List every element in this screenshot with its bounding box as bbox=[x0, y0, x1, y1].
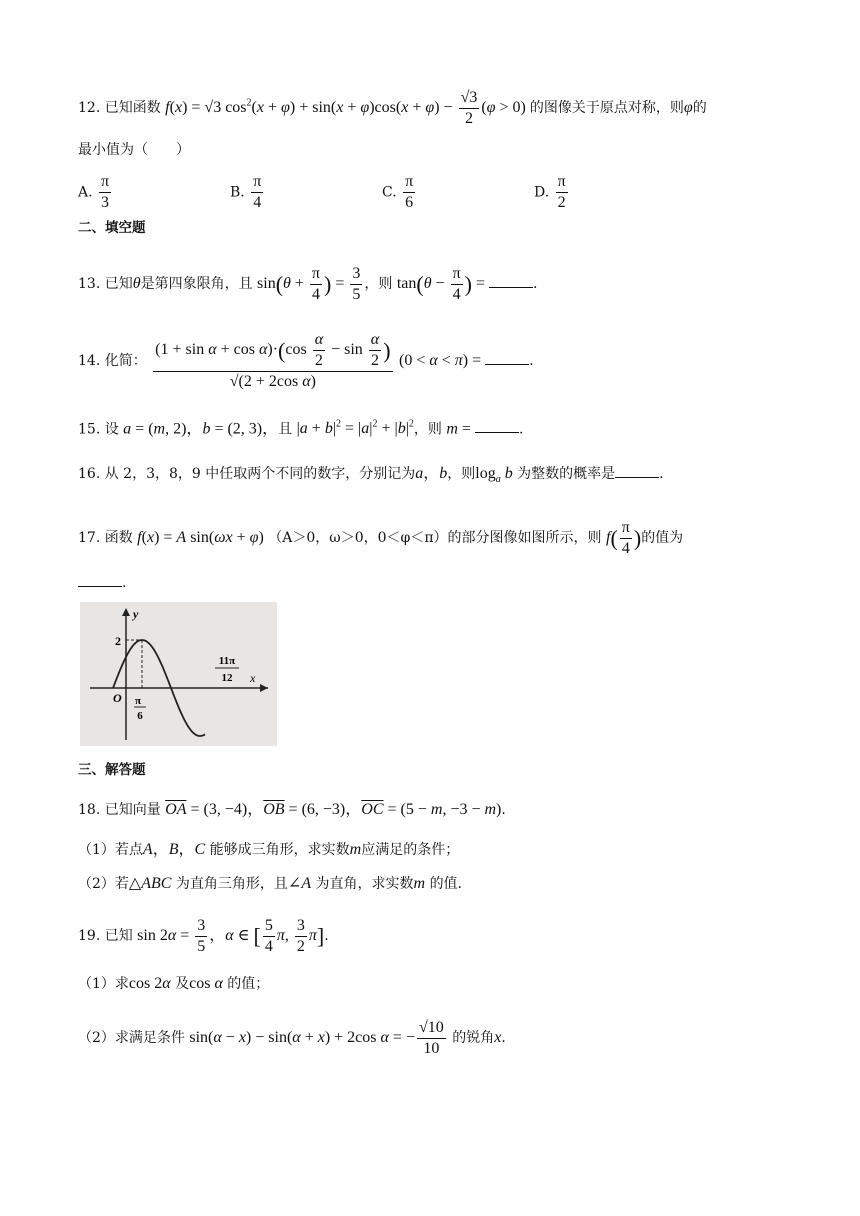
choice-c-den: 6 bbox=[405, 194, 414, 211]
q18-part1: （1）若点A，B，C 能够成三角形，求实数m应满足的条件； bbox=[78, 841, 460, 858]
choice-c-num: π bbox=[403, 172, 415, 193]
q19-number: 19. bbox=[78, 928, 101, 945]
question-16: 16. 从 2，3，8，9 中任取两个不同的数字，分别记为a，b，则$\log_a b$ 为整数的概率是 . bbox=[78, 465, 664, 486]
q17-lead: 函数 bbox=[104, 530, 133, 547]
choice-a[interactable] bbox=[78, 172, 113, 213]
pi11-den: 12 bbox=[221, 672, 233, 684]
section-3-heading: 三、解答题 bbox=[78, 762, 146, 778]
q12-number: 12. bbox=[78, 100, 101, 117]
choice-c[interactable] bbox=[382, 172, 417, 213]
q17-answer-blank[interactable] bbox=[78, 574, 122, 587]
q13-formula-2: tan(θ − $\frac{\pi}{4}$ ) = bbox=[396, 265, 490, 303]
q16-number: 16. bbox=[78, 466, 101, 482]
q12-formula: f(x) = √3 $\cos^2(x + \varphi) + \sin(x + \varphi)\cos(x + \varphi)$ − $\frac{√3}{2}$ (φ > 0) bbox=[165, 89, 530, 127]
q18-p2b: 为直角三角形，且 bbox=[175, 876, 288, 892]
choice-d[interactable] bbox=[534, 172, 570, 213]
q19-p2b: 的锐角 bbox=[452, 1030, 495, 1047]
q18-p2: （2）若 bbox=[78, 876, 129, 892]
choice-b-num: π bbox=[251, 172, 263, 193]
question-15: 15. 设 a = (m, 2)，b = (2, 3)，且 $|a + b|^2 = |a|^2 + |b|^2$，则 m = . bbox=[78, 419, 524, 438]
pi6-num: π bbox=[134, 695, 142, 707]
q18-p1: （1）若点 bbox=[78, 842, 143, 858]
q13-formula-1: sin(θ + $\frac{\pi}{4}$ ) = $\frac{3}{5}$ bbox=[257, 265, 361, 303]
q16-text3: 为整数的概率是 bbox=[517, 466, 616, 482]
q18-part2: （2）若△ABC 为直角三角形，且∠A 为直角，求实数m 的值. bbox=[78, 875, 463, 892]
q12-trail2: 的 bbox=[692, 100, 707, 117]
y-axis-arrow bbox=[122, 608, 130, 616]
q19-p1c: 的值； bbox=[227, 976, 270, 992]
choice-d-den: 2 bbox=[557, 194, 566, 211]
choice-b-den: 4 bbox=[253, 194, 262, 211]
choice-a-num: π bbox=[99, 172, 111, 193]
q14-answer-blank[interactable] bbox=[485, 352, 529, 365]
q17-number: 17. bbox=[78, 530, 101, 547]
q18-lead: 已知向量 bbox=[104, 802, 161, 818]
q19-formula: sin 2α = $\frac{3}{5}$ ，α ∈ [ $\frac{5}{4}$ π, $\frac{3}{2}$ π] bbox=[137, 917, 325, 955]
q14-number: 14. bbox=[78, 353, 101, 369]
choice-b[interactable] bbox=[230, 172, 265, 213]
choice-a-den: 3 bbox=[101, 194, 110, 211]
q13-lead: 已知 bbox=[104, 276, 133, 293]
section-2-heading: 二、填空题 bbox=[78, 220, 146, 236]
q12-lead: 已知函数 bbox=[104, 100, 161, 117]
choice-c-label: C. bbox=[382, 184, 397, 201]
q18-p2d: 的值. bbox=[429, 876, 463, 892]
choice-a-label: A. bbox=[78, 184, 93, 201]
question-13: 13. 已知θ是第四象限角，且 sin(θ + $\frac{\pi}{4}$ ) = $\frac{3}{5}$ ，则 tan(θ − $\frac{\pi}{4}$ ) = . bbox=[78, 265, 538, 303]
q18-number: 18. bbox=[78, 802, 101, 818]
choice-b-label: B. bbox=[230, 184, 245, 201]
q19-p1: （1）求 bbox=[78, 976, 129, 992]
q15-then: ，则 bbox=[413, 421, 442, 438]
q15-number: 15. bbox=[78, 421, 101, 438]
question-19: 19. 已知 sin 2α = $\frac{3}{5}$ ，α ∈ [ $\frac{5}{4}$ π, $\frac{3}{2}$ π]. bbox=[78, 917, 329, 955]
q16-text1: 从 2，3，8，9 中任取两个不同的数字，分别记为 bbox=[104, 466, 416, 482]
q16-answer-blank[interactable] bbox=[615, 465, 659, 478]
q17-formula: f(x) = A sin(ωx + φ) bbox=[137, 529, 264, 547]
q19-part2: （2）求满足条件 sin(α − x) − sin(α + x) + 2cos α = − $\frac{√10}{10}$ 的锐角x. bbox=[78, 1019, 506, 1057]
sine-graph-svg bbox=[80, 602, 277, 746]
q16-text2: ，则 bbox=[447, 466, 476, 482]
q19-lead: 已知 bbox=[104, 928, 133, 945]
q15-and: 且 bbox=[278, 421, 293, 438]
x-axis-arrow bbox=[260, 684, 268, 692]
q19-condition: sin(α − x) − sin(α + x) + 2cos α = − $\frac{√10}{10}$ bbox=[189, 1019, 444, 1057]
q12-line2-text: 最小值为（ ） bbox=[78, 142, 190, 158]
pi11-num: 11π bbox=[218, 655, 236, 667]
q19-part1: （1）求cos 2α 及cos α 的值； bbox=[78, 975, 270, 992]
y-axis-label: y bbox=[133, 607, 139, 621]
q14-formula: (1 + sin α + cos α)·(cos $\frac{\alpha}{2}$ − sin $\frac{\alpha}{2}$ ) √(2 + 2cos α) bbox=[155, 331, 391, 390]
max-value-label: 2 bbox=[115, 634, 121, 648]
origin-label: O bbox=[113, 691, 122, 705]
q17-cond: （A＞0，ω＞0，0＜φ＜π） bbox=[268, 530, 448, 547]
q13-number: 13. bbox=[78, 276, 101, 293]
q12-trail: 的图像关于原点对称，则 bbox=[529, 100, 684, 117]
question-18: 18. 已知向量 $\overline{OA} = (3$, −4)，$\overline{OB} = (6$, −3)，$\overline{OC} = (5 - m$, −3 − m). bbox=[78, 801, 506, 818]
choice-d-num: π bbox=[556, 172, 568, 193]
question-12: 12. 已知函数 f(x) = √3 $\cos^2(x + \varphi) + \sin(x + \varphi)\cos(x + \varphi)$ − $\frac{√3}{2}$ (φ > 0) 的图像关于原点对称，则φ的 bbox=[78, 89, 707, 127]
pi6-den: 6 bbox=[137, 710, 143, 722]
x-axis-label: x bbox=[250, 671, 256, 685]
q17-tail: 的值为 bbox=[641, 530, 684, 547]
q14-lead: 化简： bbox=[104, 353, 147, 369]
q13-mid: 是第四象限角，且 bbox=[140, 276, 253, 293]
q18-p1c: 应满足的条件； bbox=[361, 842, 460, 858]
q12-line2 bbox=[78, 143, 800, 157]
q19-p1b: 及 bbox=[175, 976, 190, 992]
question-14: 14. 化简： (1 + sin α + cos α)·(cos $\frac{\alpha}{2}$ − sin $\frac{\alpha}{2}$ ) √(2 + 2cos α) (0 < α < π) = . bbox=[78, 331, 534, 390]
choice-d-label: D. bbox=[534, 184, 550, 201]
q15-answer-blank[interactable] bbox=[475, 420, 519, 433]
q18-vectors: $\overline{OA} = (3$, −4)，$\overline{OB} = (6$, −3)，$\overline{OC} = (5 - m$, −3 − m) bbox=[165, 801, 502, 818]
q17-mid: 的部分图像如图所示，则 bbox=[447, 530, 602, 547]
q17-line2: . bbox=[78, 574, 800, 590]
q15-vectors: a = (m, 2)，b = (2, 3)， bbox=[123, 420, 279, 438]
q13-then: ，则 bbox=[364, 276, 393, 293]
q17-target: f( $\frac{\pi}{4}$ ) bbox=[606, 519, 642, 557]
q17-graph bbox=[80, 602, 277, 746]
q13-answer-blank[interactable] bbox=[489, 275, 533, 288]
q15-lead: 设 bbox=[104, 421, 119, 438]
q12-choices bbox=[78, 172, 800, 212]
q18-p2c: 为直角，求实数 bbox=[315, 876, 414, 892]
q18-p1b: 能够成三角形，求实数 bbox=[209, 842, 350, 858]
q19-p2: （2）求满足条件 bbox=[78, 1030, 185, 1047]
question-17 bbox=[78, 518, 800, 559]
q15-condition: $|a + b|^2 = |a|^2 + |b|^2$ bbox=[296, 419, 414, 438]
